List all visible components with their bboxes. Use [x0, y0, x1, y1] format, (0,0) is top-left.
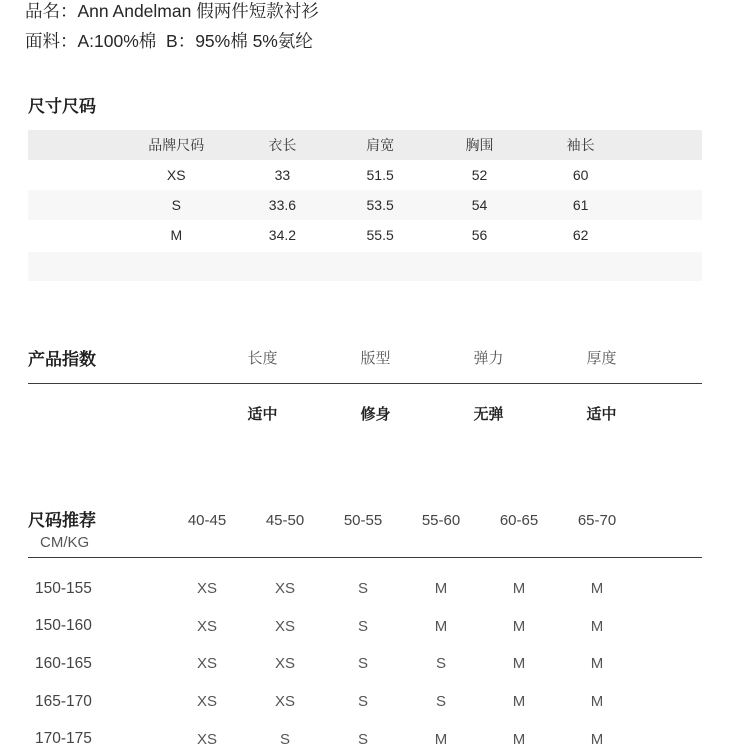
weight-column-header: 45-50: [265, 512, 305, 529]
fabric-line: 面料：A:100%棉 B：95%棉 5%氨纶: [25, 31, 313, 51]
size-chart-cell: S: [119, 190, 234, 220]
size-recommendation-row: [28, 720, 702, 750]
recommended-size: M: [434, 580, 448, 598]
recommended-size: S: [357, 693, 368, 711]
height-range: 150-155: [35, 579, 92, 597]
size-recommendation-unit: CM/KG: [40, 534, 90, 551]
recommended-size: S: [357, 580, 368, 598]
recommended-size: M: [434, 617, 448, 635]
size-recommendation-label-col: [28, 510, 168, 551]
product-index-title: 产品指数: [28, 349, 96, 369]
size-chart-header-cell: 肩宽: [331, 130, 429, 160]
product-index-value-length: 适中: [247, 406, 278, 423]
size-chart-cell: 54: [429, 190, 530, 220]
product-name-line: 品名：Ann Andelman 假两件短款衬衫: [25, 1, 319, 21]
size-chart-header-row: [28, 130, 702, 160]
recommended-size: XS: [274, 617, 295, 635]
size-chart-table: [28, 130, 702, 250]
product-index-values: [206, 403, 658, 424]
recommended-size: XS: [196, 580, 217, 598]
size-recommendation-divider: [28, 557, 702, 558]
recommended-size: XS: [274, 655, 295, 673]
size-recommendation-title: 尺码推荐: [28, 511, 96, 530]
recommended-size: S: [357, 617, 368, 635]
recommended-size: S: [357, 655, 368, 673]
recommended-size: M: [590, 655, 604, 673]
recommended-size: S: [435, 655, 446, 673]
product-index-value-stretch: 无弹: [473, 406, 504, 423]
recommended-size: XS: [196, 655, 217, 673]
recommended-size: S: [435, 693, 446, 711]
weight-column-header: 40-45: [187, 512, 227, 529]
height-range: 160-165: [35, 654, 92, 672]
size-chart-row-xs: [28, 160, 702, 190]
recommended-size: M: [512, 655, 526, 673]
product-index-value-fit: 修身: [360, 406, 391, 423]
size-chart-cell: 60: [572, 167, 589, 183]
weight-column-header: 55-60: [421, 512, 461, 529]
size-chart-header-cell: 品牌尺码: [119, 130, 234, 160]
size-chart-header-cell: 袖长: [530, 130, 631, 160]
size-chart-header-empty-cell: [631, 130, 702, 160]
size-chart-cell: XS: [166, 167, 186, 183]
size-chart-empty-row: [28, 252, 702, 281]
recommended-size: M: [512, 693, 526, 711]
size-recommendation-row: [28, 683, 702, 721]
product-index-label-fit: 版型: [360, 349, 391, 367]
product-index-header: [28, 344, 702, 370]
size-chart-cell: 61: [530, 190, 631, 220]
product-index-label-length: 长度: [247, 349, 278, 367]
height-range: 170-175: [35, 730, 92, 748]
size-recommendation-header: [28, 510, 702, 551]
size-chart-title: 尺寸尺码: [28, 97, 96, 116]
size-chart-cell: M: [170, 227, 183, 243]
recommended-size: XS: [196, 730, 217, 748]
recommended-size: M: [590, 730, 604, 748]
size-chart-cell: 33.6: [234, 190, 332, 220]
product-index-label-stretch: 弹力: [473, 349, 504, 367]
size-chart-row-m: [28, 220, 702, 250]
product-index-label-thickness: 厚度: [586, 349, 617, 367]
size-recommendation-rows: [28, 570, 702, 750]
weight-column-header: 50-55: [343, 512, 383, 529]
recommended-size: XS: [274, 580, 295, 598]
recommended-size: XS: [196, 693, 217, 711]
size-chart-cell: 34.2: [268, 227, 297, 243]
recommended-size: XS: [274, 693, 295, 711]
height-range: 165-170: [35, 692, 92, 710]
size-recommendation-row: [28, 608, 702, 646]
height-range: 150-160: [35, 617, 92, 635]
weight-column-header: 65-70: [577, 512, 617, 529]
size-chart-cell: 53.5: [331, 190, 429, 220]
recommended-size: M: [590, 693, 604, 711]
size-chart-header-cell: 衣长: [234, 130, 332, 160]
recommended-size: M: [590, 580, 604, 598]
product-index-value-thickness: 适中: [586, 406, 617, 423]
weight-column-header: 60-65: [499, 512, 539, 529]
size-chart-cell: 52: [471, 167, 488, 183]
size-chart-cell: 56: [471, 227, 488, 243]
size-recommendation-row: [28, 645, 702, 683]
recommended-size: M: [434, 730, 448, 748]
recommended-size: XS: [196, 617, 217, 635]
recommended-size: M: [590, 617, 604, 635]
size-chart-cell: 51.5: [366, 167, 394, 183]
recommended-size: S: [279, 730, 290, 748]
product-index-divider: [28, 383, 702, 384]
size-chart-cell: 33: [274, 167, 291, 183]
size-chart-header-cell: 胸围: [429, 130, 530, 160]
size-chart-row-s: [28, 190, 702, 220]
recommended-size: S: [357, 730, 368, 748]
size-chart-cell: 62: [572, 227, 589, 243]
recommended-size: M: [512, 617, 526, 635]
size-chart-cell: 55.5: [366, 227, 394, 243]
size-chart-header-empty-cell: [28, 130, 119, 160]
recommended-size: M: [512, 580, 526, 598]
size-recommendation-row: [28, 570, 702, 608]
recommended-size: M: [512, 730, 526, 748]
